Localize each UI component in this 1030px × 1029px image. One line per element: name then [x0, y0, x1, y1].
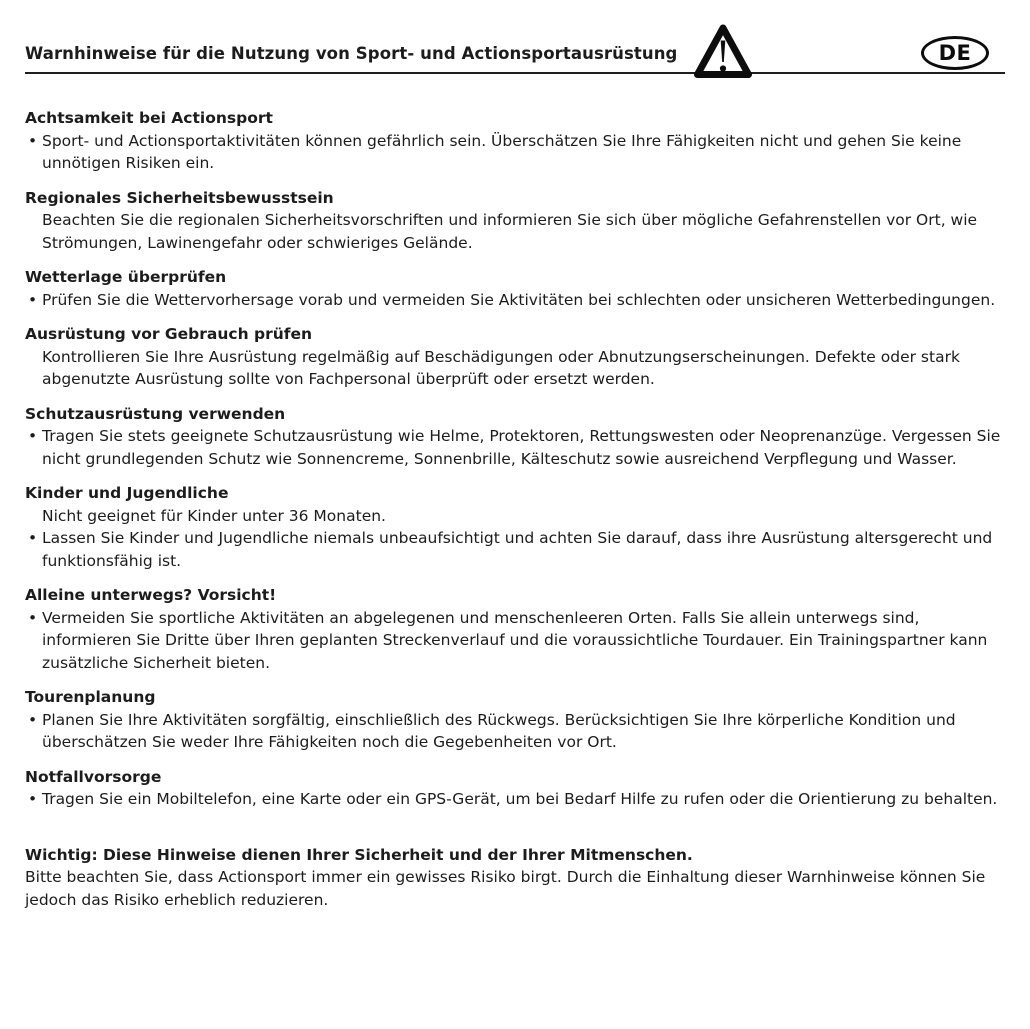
- bullet-item: • Sport- und Actionsportaktivitäten können gefährlich sein. Überschätzen Sie Ihre Fähigkeiten nicht und gehen Sie keine unnötigen Risiken ein.: [25, 130, 1005, 175]
- bullet-item: • Planen Sie Ihre Aktivitäten sorgfältig, einschließlich des Rückwegs. Berücksichtigen Sie Ihre körperliche Kondition und überschätzen Sie weder Ihre Fähigkeiten noch die Gegebenheiten vor Ort.: [25, 709, 1005, 754]
- warning-section: [25, 482, 1005, 572]
- section-heading: Regionales Sicherheitsbewusstsein: [25, 188, 334, 207]
- bullet-item: • Lassen Sie Kinder und Jugendliche niemals unbeaufsichtigt und achten Sie darauf, dass ihre Ausrüstung altersgerecht und funktionsfähig ist.: [25, 527, 1005, 572]
- section-heading: Schutzausrüstung verwenden: [25, 404, 286, 423]
- warning-section: [25, 403, 1005, 471]
- indented-item: Nicht geeignet für Kinder unter 36 Monaten.: [42, 506, 386, 525]
- warning-section: [25, 107, 1005, 175]
- document-header: [25, 41, 1005, 72]
- bullet-item: • Tragen Sie stets geeignete Schutzausrüstung wie Helme, Protektoren, Rettungswesten oder Neoprenanzüge. Vergessen Sie nicht grundlegenden Schutz wie Sonnencreme, Sonnenbrille, Kälteschutz sowie ausreichend Verpflegung und Wasser.: [25, 425, 1005, 470]
- footer-important-line: Wichtig: Diese Hinweise dienen Ihrer Sicherheit und der Ihrer Mitmenschen.: [25, 845, 693, 864]
- warning-section: [25, 686, 1005, 754]
- warning-section: [25, 266, 1005, 311]
- header-divider: [25, 72, 1005, 74]
- section-heading: Notfallvorsorge: [25, 767, 162, 786]
- indented-item: Beachten Sie die regionalen Sicherheitsvorschriften und informieren Sie sich über mögliche Gefahrenstellen vor Ort, wie Strömungen, Lawinengefahr oder schwieriges Gelände.: [42, 211, 978, 252]
- section-heading: Achtsamkeit bei Actionsport: [25, 109, 273, 127]
- warning-section: [25, 584, 1005, 674]
- indented-item: Kontrollieren Sie Ihre Ausrüstung regelmäßig auf Beschädigungen oder Abnutzungserscheinungen. Defekte oder stark abgenutzte Ausrüstung sollte von Fachpersonal überprüft oder ersetzt werden.: [42, 347, 960, 388]
- warning-section: [25, 766, 1005, 811]
- section-heading: Alleine unterwegs? Vorsicht!: [25, 586, 277, 604]
- language-badge-label: DE: [938, 41, 972, 65]
- bullet-item: • Tragen Sie ein Mobiltelefon, eine Karte oder ein GPS-Gerät, um bei Bedarf Hilfe zu rufen oder die Orientierung zu behalten.: [25, 788, 1005, 811]
- warning-sections: [25, 107, 1005, 811]
- section-heading: Ausrüstung vor Gebrauch prüfen: [25, 325, 313, 343]
- section-heading: Kinder und Jugendliche: [25, 484, 229, 502]
- warning-triangle-icon: [693, 23, 753, 80]
- document-footer: [25, 844, 1005, 912]
- section-heading: Tourenplanung: [25, 688, 156, 706]
- section-heading: Wetterlage überprüfen: [25, 268, 227, 286]
- warning-section: [25, 323, 1005, 391]
- warning-section: [25, 187, 1005, 255]
- footer-note: Bitte beachten Sie, dass Actionsport immer ein gewisses Risiko birgt. Durch die Einhaltung dieser Warnhinweise können Sie jedoch das Risiko erheblich reduzieren.: [25, 868, 986, 909]
- bullet-item: • Prüfen Sie die Wettervorhersage vorab und vermeiden Sie Aktivitäten bei schlechten oder unsicheren Wetterbedingungen.: [25, 289, 1005, 312]
- language-badge: [921, 36, 989, 70]
- page-title: Warnhinweise für die Nutzung von Sport- und Actionsportausrüstung: [25, 44, 678, 63]
- bullet-item: • Vermeiden Sie sportliche Aktivitäten an abgelegenen und menschenleeren Orten. Falls Sie allein unterwegs sind, informieren Sie Dritte über Ihren geplanten Streckenverlauf und die voraussichtliche Tourdauer. Ein Trainingspartner kann zusätzliche Sicherheit bieten.: [25, 607, 1005, 675]
